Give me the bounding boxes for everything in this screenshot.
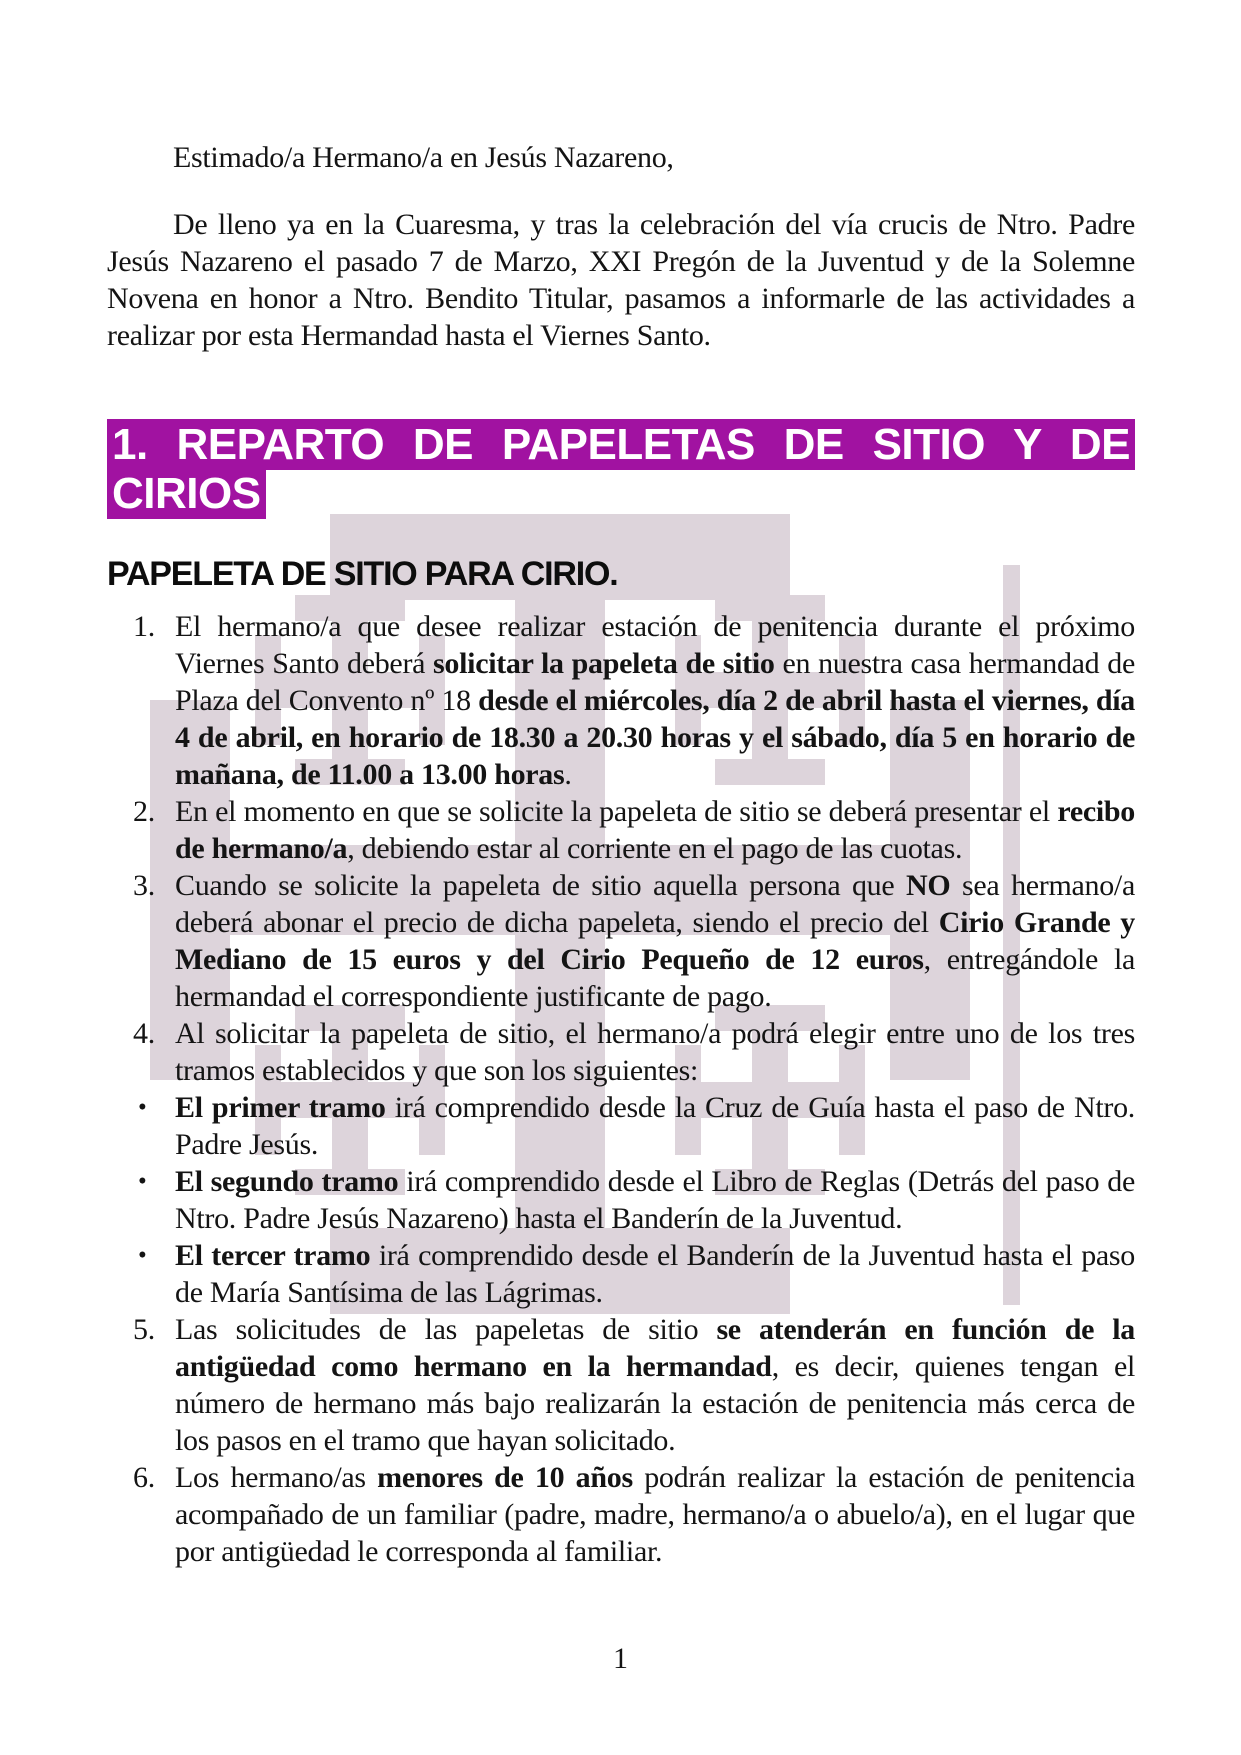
- number-marker: 3.: [133, 869, 155, 902]
- list-item: [107, 793, 1135, 867]
- list-item: [107, 1163, 1135, 1237]
- emphasis-text: menores de 10 años: [377, 1461, 633, 1494]
- letter-body: [107, 0, 1135, 1570]
- bullet-marker: •: [138, 1242, 147, 1269]
- list-item: [107, 608, 1135, 793]
- body-text: sea hermano/a deberá abonar el precio de dicha papeleta, siendo el precio del: [175, 869, 1135, 939]
- number-marker: 4.: [133, 1017, 155, 1050]
- body-text: irá comprendido desde el Banderín de la Juventud hasta el paso de María Santísima de las Lágrimas.: [175, 1239, 1135, 1309]
- body-text: En el momento en que se solicite la papeleta de sitio se deberá presentar el: [175, 795, 1058, 828]
- body-text: .: [564, 758, 572, 791]
- emphasis-text: El segundo tramo: [175, 1165, 399, 1198]
- instructions-list: [107, 608, 1135, 1570]
- number-marker: 1.: [133, 610, 155, 643]
- list-item: [107, 1311, 1135, 1459]
- body-text: Las solicitudes de las papeletas de sitio: [175, 1313, 717, 1346]
- emphasis-text: Cirio Grande y Mediano de 15 euros y del Cirio Pequeño de 12 euros: [175, 906, 1135, 976]
- body-text: irá comprendido desde la Cruz de Guía hasta el paso de Ntro. Padre Jesús.: [175, 1091, 1135, 1161]
- emphasis-text: recibo de hermano/a: [175, 795, 1135, 865]
- emphasis-text: NO: [906, 869, 951, 902]
- list-item: [107, 1089, 1135, 1163]
- greeting-line: Estimado/a Hermano/a en Jesús Nazareno,: [173, 141, 674, 174]
- body-text: Los hermano/as: [175, 1461, 378, 1494]
- body-text: en nuestra casa hermandad de Plaza del Convento nº 18: [175, 647, 1135, 717]
- list-item: [107, 1459, 1135, 1570]
- bullet-marker: •: [138, 1094, 147, 1121]
- number-marker: 6.: [133, 1461, 155, 1494]
- body-text: irá comprendido desde el Libro de Reglas (Detrás del paso de Ntro. Padre Jesús Nazareno) hasta el Banderín de la Juventud.: [175, 1165, 1135, 1235]
- list-item: [107, 1237, 1135, 1311]
- number-marker: 2.: [133, 795, 155, 828]
- body-text: podrán realizar la estación de penitencia acompañado de un familiar (padre, madre, hermano/a o abuelo/a), en el lugar que por antigüedad le corresponda al familiar.: [175, 1461, 1135, 1568]
- list-item: [107, 1015, 1135, 1089]
- body-text: , es decir, quienes tengan el número de hermano más bajo realizarán la estación de penitencia más cerca de los pasos en el tramo que hayan solicitado.: [175, 1350, 1135, 1457]
- intro-paragraph: De lleno ya en la Cuaresma, y tras la celebración del vía crucis de Ntro. Padre Jesús Nazareno el pasado 7 de Marzo, XXI Pregón de la Juventud y de la Solemne Novena en honor a Ntro. Bendito Titular, pasamos a informarle de las actividades a realizar por esta Hermandad hasta el Viernes Santo.: [107, 208, 1135, 352]
- section-1-heading: [107, 420, 1135, 518]
- body-text: Cuando se solicite la papeleta de sitio aquella persona que: [175, 869, 907, 902]
- emphasis-text: se atenderán en función de la antigüedad como hermano en la hermandad: [175, 1313, 1136, 1383]
- emphasis-text: desde el miércoles, día 2 de abril hasta el viernes, día 4 de abril, en horario de 18.30 a 20.30 horas y el sábado, día 5 en horario de mañana, de 11.00 a 13.00 horas: [175, 684, 1135, 791]
- emphasis-text: solicitar la papeleta de sitio: [433, 647, 775, 680]
- section-1-heading-text: 1. REPARTO DE PAPELETAS DE SITIO Y DE CIRIOS: [107, 419, 1135, 519]
- page-number: 1: [613, 1642, 628, 1675]
- subsection-heading: PAPELETA DE SITIO PARA CIRIO.: [107, 555, 618, 593]
- body-text: Al solicitar la papeleta de sitio, el hermano/a podrá elegir entre uno de los tres tramos establecidos y que son los siguientes:: [175, 1017, 1135, 1087]
- list-item: [107, 867, 1135, 1015]
- body-text: El hermano/a que desee realizar estación de penitencia durante el próximo Viernes Santo deberá: [175, 610, 1135, 680]
- emphasis-text: El primer tramo: [175, 1091, 386, 1124]
- body-text: , entregándole la hermandad el correspondiente justificante de pago.: [175, 943, 1135, 1013]
- bullet-marker: •: [138, 1168, 147, 1195]
- body-text: , debiendo estar al corriente en el pago de las cuotas.: [347, 832, 963, 865]
- number-marker: 5.: [133, 1313, 155, 1346]
- emphasis-text: El tercer tramo: [175, 1239, 371, 1272]
